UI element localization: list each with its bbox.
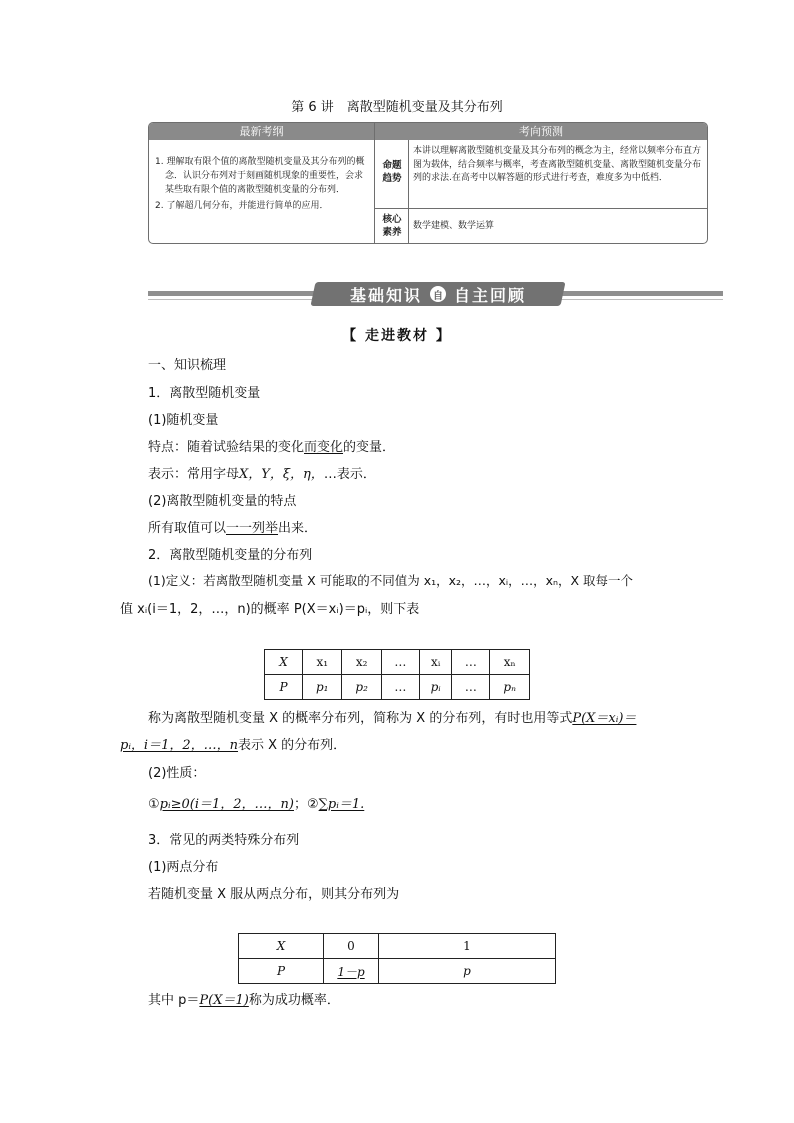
notation-line: 表示：常用字母X，Y，ξ，η，…表示． (148, 467, 376, 482)
core-label: 核心素养 (382, 214, 402, 238)
blank-answer: 而变化 (304, 440, 344, 455)
enumerable-line: 所有取值可以一一列举出来． (148, 521, 318, 536)
properties-heading: (2)性质： (148, 766, 206, 781)
blank-answer: ∑pᵢ＝1. (318, 797, 365, 812)
feature-line: 特点：随着试验结果的变化而变化的变量． (148, 440, 396, 455)
syllabus-header: 最新考纲 (149, 123, 374, 140)
blank-answer: pᵢ≥0(i＝1，2，…，n) (159, 797, 294, 812)
definition-line-2: 值 xᵢ(i＝1，2，…，n)的概率 P(X＝xᵢ)＝pᵢ，则下表 (120, 602, 420, 617)
syllabus-item: 1. 理解取有限个值的离散型随机变量及其分布列的概念．认识分布列对于刻画随机现象的重要性，会求某些取有限个值的离散型随机变量的分布列． (155, 157, 365, 195)
heading-1-1: (1)随机变量 (148, 413, 219, 428)
banner-left: 基础知识 (349, 285, 422, 305)
heading-3-1: (1)两点分布 (148, 860, 219, 875)
banner-right: 自主回顾 (454, 285, 527, 305)
heading-2: 2．离散型随机变量的分布列 (148, 548, 313, 563)
heading-3: 3．常见的两类特殊分布列 (148, 833, 300, 848)
heading-knowledge: 一、知识梳理 (148, 358, 227, 373)
blank-answer: P(X＝1) (199, 993, 249, 1008)
syllabus-item: 2. 了解超几何分布，并能进行简单的应用． (155, 201, 329, 211)
two-point-intro: 若随机变量 X 服从两点分布，则其分布列为 (148, 887, 400, 902)
heading-1: 1．离散型随机变量 (148, 386, 261, 401)
trend-label: 命题趋势 (382, 160, 402, 184)
blank-answer: P(X＝xᵢ)＝ (572, 711, 637, 726)
blank-answer: 一一列举 (226, 521, 279, 536)
trend-header: 考向预测 (375, 123, 707, 140)
distribution-def-line: 称为离散型随机变量 X 的概率分布列，简称为 X 的分布列，有时也用等式P(X＝xᵢ)＝ (148, 711, 637, 726)
properties-line: ①pᵢ≥0(i＝1，2，…，n)；②∑pᵢ＝1. (148, 797, 365, 812)
blank-answer: pᵢ，i＝1，2，…，n (120, 738, 239, 753)
section-subheading: 【 走进教材 】 (342, 328, 452, 344)
trend-text: 本讲以理解离散型随机变量及其分布列的概念为主，经常以频率分布直方图为载体，结合频率与概率，考查离散型随机变量、离散型随机变量分布列的求法.在高考中以解答题的形式进行考查，难度多为中低档． (413, 146, 702, 183)
two-point-table (238, 933, 556, 984)
definition-line-1: (1)定义：若离散型随机变量 X 可能取的不同值为 x₁，x₂，…，xᵢ，…，xₙ，X 取每一个 (148, 573, 634, 588)
page-title: 第 6 讲 离散型随机变量及其分布列 (291, 100, 503, 115)
success-prob-line: 其中 p＝P(X＝1)称为成功概率． (148, 993, 340, 1008)
table-row: X 0 1 (239, 934, 556, 959)
table-row: P 1－p p (239, 959, 556, 984)
distribution-def-line-2: pᵢ，i＝1，2，…，n表示 X 的分布列． (120, 738, 347, 753)
banner-badge-icon: 自 (430, 286, 446, 302)
syllabus-box (148, 122, 708, 244)
core-text: 数学建模、数学运算 (413, 221, 495, 231)
section-banner (313, 282, 563, 306)
table-row: X x₁ x₂ … xᵢ … xₙ (265, 650, 530, 675)
distribution-table (264, 649, 530, 700)
syllabus-list (155, 155, 369, 213)
table-row: P p₁ p₂ … pᵢ … pₙ (265, 675, 530, 700)
heading-1-2: (2)离散型随机变量的特点 (148, 494, 297, 509)
